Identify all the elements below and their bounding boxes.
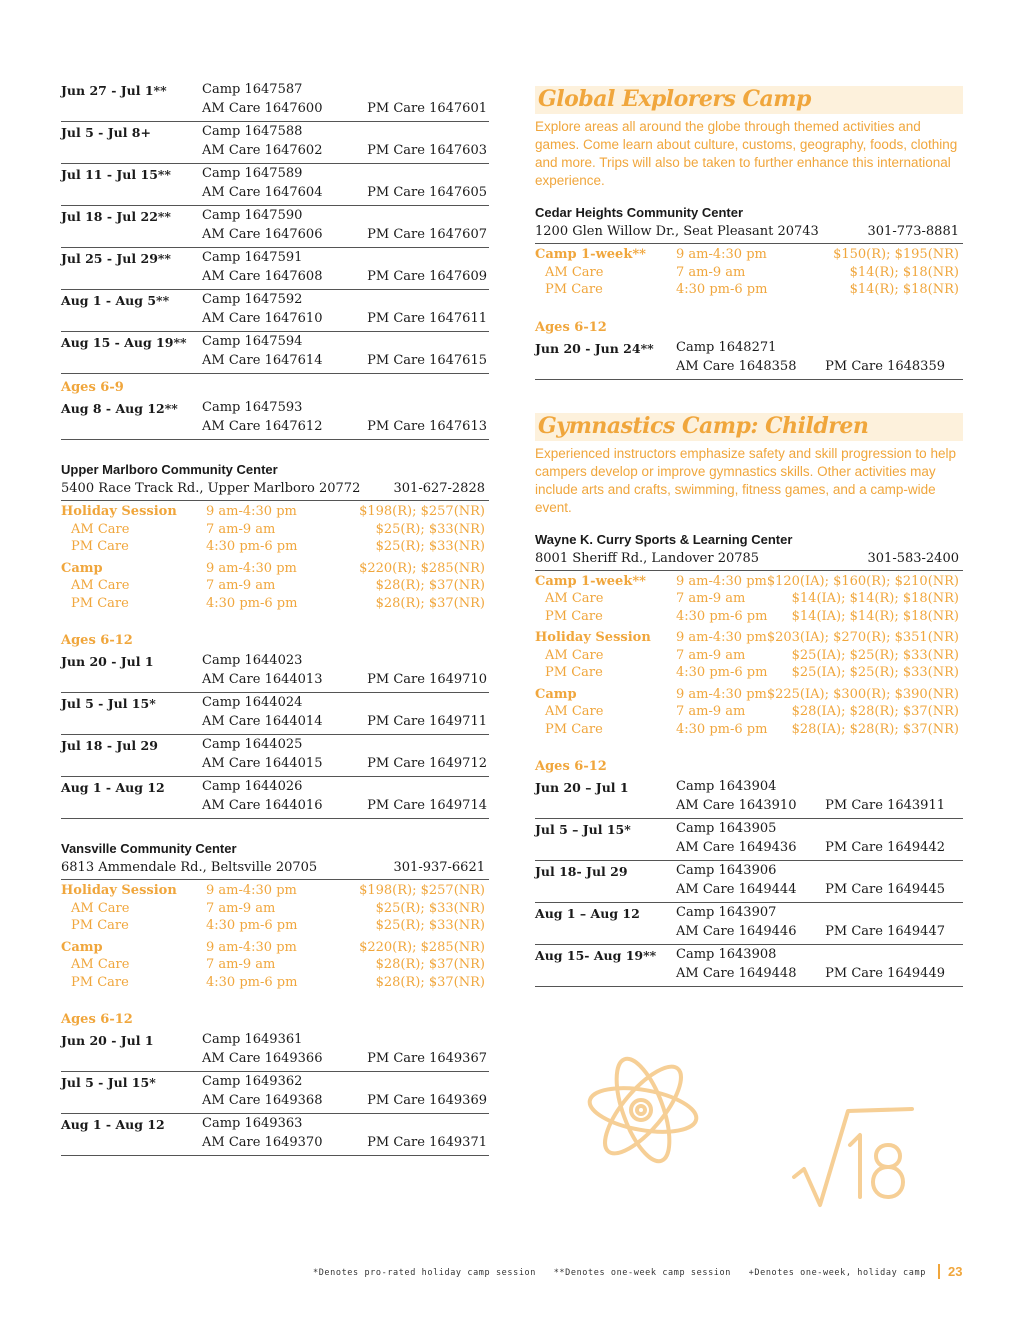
session-dates: Jul 18- Jul 29 bbox=[535, 864, 628, 879]
am-care-code: AM Care 1647600 bbox=[202, 101, 323, 116]
pm-care-code: PM Care 1649447 bbox=[825, 924, 945, 939]
price-label: Camp 1-week** bbox=[535, 247, 646, 262]
ages-label: Ages 6-12 bbox=[61, 1012, 133, 1027]
price-label: PM Care bbox=[545, 721, 603, 737]
price-label: Holiday Session bbox=[535, 630, 651, 645]
price-amount: $198(R); $257(NR) bbox=[359, 883, 485, 898]
price-label: Camp bbox=[61, 939, 103, 955]
street-address: 8001 Sheriff Rd., Landover 20785 bbox=[535, 550, 760, 566]
schedule-row bbox=[535, 945, 963, 987]
pm-care-code: PM Care 1647615 bbox=[367, 353, 487, 368]
am-care-code: AM Care 1647614 bbox=[202, 353, 323, 368]
price-row bbox=[535, 687, 963, 705]
session-dates: Jul 5 - Jul 15* bbox=[61, 1075, 156, 1090]
price-time: 7 am-9 am bbox=[676, 647, 746, 663]
gymnastics-section bbox=[535, 413, 963, 988]
session-dates: Jul 5 – Jul 15* bbox=[535, 822, 631, 837]
schedule-row bbox=[61, 735, 489, 777]
price-amount: $14(IA); $14(R); $18(NR) bbox=[791, 591, 959, 606]
center-name: Vansville Community Center bbox=[61, 841, 237, 856]
price-label: AM Care bbox=[71, 578, 130, 593]
price-time: 4:30 pm-6 pm bbox=[676, 665, 768, 680]
schedule-row bbox=[61, 398, 489, 440]
schedule-row bbox=[61, 122, 489, 164]
am-care-code: AM Care 1649444 bbox=[676, 882, 797, 897]
atom-icon bbox=[585, 1045, 705, 1175]
section-description: Explore areas all around the globe through themed activities and games. Come learn about culture, customs, geography, foods, clothing and more. Trips will also be taken to further enhance this international experience. bbox=[535, 119, 958, 188]
price-row bbox=[535, 704, 963, 722]
section-title: Gymnastics Camp: Children bbox=[538, 412, 869, 439]
price-amount: $28(IA); $28(R); $37(NR) bbox=[791, 704, 959, 719]
pm-care-code: PM Care 1649712 bbox=[367, 756, 487, 771]
schedule-row bbox=[61, 332, 489, 374]
session-dates: Jun 20 - Jul 1 bbox=[61, 654, 154, 669]
camp-code: Camp 1647590 bbox=[202, 208, 303, 223]
price-row bbox=[535, 265, 963, 283]
schedule-list bbox=[535, 338, 963, 380]
schedule-row bbox=[535, 903, 963, 945]
footnote-prorated: *Denotes pro-rated holiday camp session bbox=[313, 1268, 536, 1278]
price-label: Holiday Session bbox=[61, 883, 177, 898]
ages-label: Ages 6-12 bbox=[535, 319, 607, 335]
left-column bbox=[61, 80, 489, 1156]
price-amount: $225(IA); $300(R); $390(NR) bbox=[766, 686, 959, 702]
price-row bbox=[61, 901, 489, 919]
ages-label: Ages 6-12 bbox=[61, 633, 133, 648]
price-label: PM Care bbox=[71, 595, 129, 611]
pm-care-code: PM Care 1649711 bbox=[367, 714, 487, 729]
price-label: PM Care bbox=[71, 918, 129, 933]
pm-care-code: PM Care 1649367 bbox=[367, 1051, 487, 1066]
price-label: AM Care bbox=[545, 647, 604, 663]
camp-code: Camp 1643908 bbox=[676, 947, 777, 962]
am-care-code: AM Care 1644013 bbox=[202, 672, 323, 687]
center-address bbox=[535, 223, 963, 244]
price-amount: $220(R); $285(NR) bbox=[359, 560, 485, 576]
footnote-holiday: +Denotes one-week, holiday camp bbox=[748, 1268, 926, 1278]
price-amount: $220(R); $285(NR) bbox=[359, 939, 485, 955]
center-address bbox=[61, 859, 489, 880]
camp-code: Camp 1647591 bbox=[202, 250, 303, 265]
street-address: 5400 Race Track Rd., Upper Marlboro 20772 bbox=[61, 481, 361, 496]
price-label: AM Care bbox=[71, 521, 130, 537]
schedule-row bbox=[61, 1030, 489, 1072]
price-label: Camp bbox=[535, 686, 577, 702]
price-row bbox=[61, 596, 489, 614]
schedule-row bbox=[535, 861, 963, 903]
price-label: PM Care bbox=[71, 539, 129, 554]
am-care-code: AM Care 1647608 bbox=[202, 269, 323, 284]
price-time: 7 am-9 am bbox=[206, 900, 276, 916]
center-address bbox=[61, 480, 489, 501]
am-care-code: AM Care 1649368 bbox=[202, 1093, 323, 1108]
price-amount: $28(R); $37(NR) bbox=[375, 595, 485, 611]
pm-care-code: PM Care 1643911 bbox=[825, 798, 945, 813]
session-dates: Jul 25 - Jul 29** bbox=[61, 251, 171, 266]
section-banner bbox=[535, 413, 963, 441]
camp-code: Camp 1643907 bbox=[676, 905, 777, 920]
session-dates: Jul 5 - Jul 8+ bbox=[61, 125, 151, 140]
pm-care-code: PM Care 1649445 bbox=[825, 882, 945, 897]
section-title: Global Explorers Camp bbox=[538, 86, 811, 112]
session-dates: Aug 15 - Aug 19** bbox=[61, 335, 187, 350]
price-amount: $150(R); $195(NR) bbox=[833, 247, 959, 262]
page-number: 23 bbox=[938, 1264, 962, 1279]
price-row bbox=[61, 522, 489, 540]
price-row bbox=[535, 630, 963, 648]
price-time: 4:30 pm-6 pm bbox=[676, 282, 768, 297]
camp-code: Camp 1644025 bbox=[202, 737, 303, 752]
price-label: PM Care bbox=[71, 974, 129, 990]
pm-care-code: PM Care 1647609 bbox=[367, 269, 487, 284]
price-row bbox=[535, 574, 963, 592]
session-dates: Aug 8 - Aug 12** bbox=[61, 401, 178, 416]
am-care-code: AM Care 1649448 bbox=[676, 966, 797, 981]
price-row bbox=[535, 609, 963, 627]
price-row bbox=[61, 918, 489, 936]
price-time: 9 am-4:30 pm bbox=[206, 504, 297, 519]
schedule-list bbox=[61, 1030, 489, 1156]
am-care-code: AM Care 1649446 bbox=[676, 924, 797, 939]
am-care-code: AM Care 1643910 bbox=[676, 798, 797, 813]
price-time: 7 am-9 am bbox=[206, 521, 276, 537]
price-time: 4:30 pm-6 pm bbox=[206, 595, 298, 611]
am-care-code: AM Care 1649366 bbox=[202, 1051, 323, 1066]
pm-care-code: PM Care 1647613 bbox=[367, 419, 487, 434]
price-label: AM Care bbox=[545, 704, 604, 719]
price-table bbox=[61, 883, 489, 992]
schedule-row bbox=[61, 248, 489, 290]
session-dates: Aug 1 – Aug 12 bbox=[535, 906, 640, 921]
price-time: 9 am-4:30 pm bbox=[676, 686, 767, 702]
am-care-code: AM Care 1647610 bbox=[202, 311, 323, 326]
pm-care-code: PM Care 1649710 bbox=[367, 672, 487, 687]
price-amount: $25(R); $33(NR) bbox=[375, 539, 485, 554]
phone-number: 301-583-2400 bbox=[867, 550, 959, 566]
ages-6-9-schedule bbox=[61, 398, 489, 440]
schedule-list bbox=[61, 651, 489, 819]
camp-code: Camp 1647587 bbox=[202, 82, 303, 97]
price-label: AM Care bbox=[545, 591, 604, 606]
price-row bbox=[535, 247, 963, 265]
pm-care-code: PM Care 1649442 bbox=[825, 840, 945, 855]
price-time: 9 am-4:30 pm bbox=[206, 939, 297, 955]
session-dates: Jun 27 - Jul 1** bbox=[61, 83, 167, 98]
schedule-row bbox=[61, 1114, 489, 1156]
pm-care-code: PM Care 1649371 bbox=[367, 1135, 487, 1150]
square-root-18-doodle bbox=[790, 1105, 915, 1210]
schedule-row bbox=[61, 651, 489, 693]
price-amount: $28(R); $37(NR) bbox=[375, 974, 485, 990]
session-dates: Jun 20 - Jun 24** bbox=[535, 340, 654, 356]
price-row bbox=[535, 282, 963, 300]
upper-marlboro-section bbox=[61, 462, 489, 819]
center-name: Upper Marlboro Community Center bbox=[61, 462, 278, 477]
street-address: 6813 Ammendale Rd., Beltsville 20705 bbox=[61, 860, 318, 875]
vansville-section bbox=[61, 841, 489, 1156]
am-care-code: AM Care 1647602 bbox=[202, 143, 323, 158]
camp-code: Camp 1647588 bbox=[202, 124, 303, 139]
center-name: Cedar Heights Community Center bbox=[535, 205, 744, 220]
price-row bbox=[61, 975, 489, 993]
top-schedule-list bbox=[61, 80, 489, 374]
am-care-code: AM Care 1644014 bbox=[202, 714, 323, 729]
price-label: AM Care bbox=[545, 264, 604, 280]
pm-care-code: PM Care 1649449 bbox=[825, 966, 945, 981]
price-row bbox=[61, 883, 489, 901]
global-explorers-section bbox=[535, 86, 963, 380]
price-amount: $28(IA); $28(R); $37(NR) bbox=[791, 721, 959, 737]
session-dates: Jul 11 - Jul 15** bbox=[61, 167, 171, 182]
session-dates: Jun 20 – Jul 1 bbox=[535, 780, 629, 795]
price-time: 7 am-9 am bbox=[206, 578, 276, 593]
price-row bbox=[61, 561, 489, 579]
price-row bbox=[535, 648, 963, 666]
schedule-row bbox=[535, 338, 963, 380]
center-name: Wayne K. Curry Sports & Learning Center bbox=[535, 531, 793, 547]
price-time: 4:30 pm-6 pm bbox=[676, 608, 768, 624]
am-care-code: AM Care 1644015 bbox=[202, 756, 323, 771]
price-time: 4:30 pm-6 pm bbox=[676, 721, 768, 737]
footer-notes bbox=[313, 1268, 938, 1278]
camp-code: Camp 1643904 bbox=[676, 779, 777, 794]
camp-code: Camp 1647589 bbox=[202, 166, 303, 181]
price-time: 4:30 pm-6 pm bbox=[206, 539, 298, 554]
schedule-row bbox=[535, 777, 963, 819]
am-care-code: AM Care 1647606 bbox=[202, 227, 323, 242]
price-time: 9 am-4:30 pm bbox=[206, 883, 297, 898]
session-dates: Aug 1 - Aug 5** bbox=[61, 293, 170, 308]
section-banner bbox=[535, 86, 963, 114]
pm-care-code: PM Care 1647601 bbox=[367, 101, 487, 116]
footnote-one-week: **Denotes one-week camp session bbox=[553, 1268, 731, 1278]
price-amount: $14(IA); $14(R); $18(NR) bbox=[791, 608, 959, 624]
price-amount: $25(R); $33(NR) bbox=[375, 918, 485, 933]
price-time: 9 am-4:30 pm bbox=[676, 573, 767, 589]
camp-code: Camp 1649362 bbox=[202, 1074, 303, 1089]
price-row bbox=[61, 957, 489, 975]
price-amount: $28(R); $37(NR) bbox=[375, 578, 485, 593]
camp-code: Camp 1647592 bbox=[202, 292, 303, 307]
pm-care-code: PM Care 1647611 bbox=[367, 311, 487, 326]
am-care-code: AM Care 1649436 bbox=[676, 840, 797, 855]
schedule-row bbox=[61, 206, 489, 248]
session-dates: Jul 5 - Jul 15* bbox=[61, 696, 156, 711]
price-time: 4:30 pm-6 pm bbox=[206, 974, 298, 990]
price-label: AM Care bbox=[71, 957, 130, 972]
camp-code: Camp 1644026 bbox=[202, 779, 303, 794]
session-dates: Jul 18 - Jul 22** bbox=[61, 209, 171, 224]
price-amount: $25(IA); $25(R); $33(NR) bbox=[791, 665, 959, 680]
price-time: 7 am-9 am bbox=[206, 957, 276, 972]
price-time: 7 am-9 am bbox=[676, 704, 746, 719]
price-row bbox=[61, 504, 489, 522]
price-row bbox=[535, 591, 963, 609]
price-row bbox=[535, 722, 963, 740]
phone-number: 301-937-6621 bbox=[393, 860, 485, 875]
price-time: 7 am-9 am bbox=[676, 264, 746, 280]
price-amount: $25(R); $33(NR) bbox=[375, 900, 485, 916]
price-table bbox=[535, 247, 963, 300]
pm-care-code: PM Care 1648359 bbox=[825, 358, 945, 374]
camp-code: Camp 1644023 bbox=[202, 653, 303, 668]
session-dates: Aug 1 - Aug 12 bbox=[61, 780, 165, 795]
session-dates: Aug 15- Aug 19** bbox=[535, 948, 657, 963]
session-dates: Aug 1 - Aug 12 bbox=[61, 1117, 165, 1132]
price-time: 4:30 pm-6 pm bbox=[206, 918, 298, 933]
price-label: PM Care bbox=[545, 665, 603, 680]
price-table bbox=[61, 504, 489, 613]
price-amount: $203(IA); $270(R); $351(NR) bbox=[766, 630, 959, 645]
price-amount: $14(R); $18(NR) bbox=[849, 264, 959, 280]
camp-code: Camp 1649363 bbox=[202, 1116, 303, 1131]
camp-code: Camp 1643905 bbox=[676, 821, 777, 836]
price-label: PM Care bbox=[545, 608, 603, 624]
schedule-list bbox=[535, 777, 963, 987]
price-label: Camp 1-week** bbox=[535, 573, 646, 589]
schedule-row bbox=[61, 80, 489, 122]
pm-care-code: PM Care 1647605 bbox=[367, 185, 487, 200]
price-row bbox=[61, 940, 489, 958]
price-time: 9 am-4:30 pm bbox=[206, 560, 297, 576]
price-label: AM Care bbox=[71, 900, 130, 916]
schedule-row bbox=[61, 290, 489, 332]
am-care-code: AM Care 1647604 bbox=[202, 185, 323, 200]
right-column bbox=[535, 86, 963, 987]
center-address bbox=[535, 550, 963, 571]
street-address: 1200 Glen Willow Dr., Seat Pleasant 20743 bbox=[535, 224, 819, 239]
pm-care-code: PM Care 1649369 bbox=[367, 1093, 487, 1108]
schedule-row bbox=[535, 819, 963, 861]
pm-care-code: PM Care 1647607 bbox=[367, 227, 487, 242]
price-amount: $120(IA); $160(R); $210(NR) bbox=[766, 573, 959, 589]
session-dates: Jul 18 - Jul 29 bbox=[61, 738, 158, 753]
schedule-row bbox=[61, 1072, 489, 1114]
schedule-row bbox=[61, 777, 489, 819]
camp-code: Camp 1644024 bbox=[202, 695, 303, 710]
pm-care-code: PM Care 1647603 bbox=[367, 143, 487, 158]
schedule-row bbox=[61, 164, 489, 206]
camp-code: Camp 1647594 bbox=[202, 334, 303, 349]
price-amount: $198(R); $257(NR) bbox=[359, 504, 485, 519]
price-table bbox=[535, 574, 963, 740]
price-time: 9 am-4:30 pm bbox=[676, 630, 767, 645]
price-amount: $28(R); $37(NR) bbox=[375, 957, 485, 972]
am-care-code: AM Care 1649370 bbox=[202, 1135, 323, 1150]
ages-label: Ages 6-12 bbox=[535, 759, 607, 774]
price-row bbox=[61, 539, 489, 557]
camp-code: Camp 1647593 bbox=[202, 400, 303, 415]
am-care-code: AM Care 1647612 bbox=[202, 419, 323, 434]
price-amount: $25(R); $33(NR) bbox=[375, 521, 485, 537]
ages-6-9-label: Ages 6-9 bbox=[61, 380, 124, 395]
price-label: PM Care bbox=[545, 282, 603, 297]
am-care-code: AM Care 1644016 bbox=[202, 798, 323, 813]
phone-number: 301-627-2828 bbox=[393, 481, 485, 496]
camp-code: Camp 1643906 bbox=[676, 863, 777, 878]
price-amount: $14(R); $18(NR) bbox=[849, 282, 959, 297]
schedule-row bbox=[61, 693, 489, 735]
session-dates: Jun 20 - Jul 1 bbox=[61, 1033, 154, 1048]
price-time: 9 am-4:30 pm bbox=[676, 247, 767, 262]
price-label: Holiday Session bbox=[61, 504, 177, 519]
price-time: 7 am-9 am bbox=[676, 591, 746, 606]
price-row bbox=[535, 665, 963, 683]
camp-code: Camp 1648271 bbox=[676, 339, 777, 355]
price-label: Camp bbox=[61, 560, 103, 576]
section-description: Experienced instructors emphasize safety and skill progression to help campers develop or improve gymnastics skills. Other activities may include arts and crafts, swimming, fitness games, and a camp-wide event. bbox=[535, 445, 956, 515]
phone-number: 301-773-8881 bbox=[867, 224, 959, 239]
camp-code: Camp 1649361 bbox=[202, 1032, 303, 1047]
price-row bbox=[61, 578, 489, 596]
am-care-code: AM Care 1648358 bbox=[676, 358, 797, 374]
pm-care-code: PM Care 1649714 bbox=[367, 798, 487, 813]
price-amount: $25(IA); $25(R); $33(NR) bbox=[791, 647, 959, 663]
